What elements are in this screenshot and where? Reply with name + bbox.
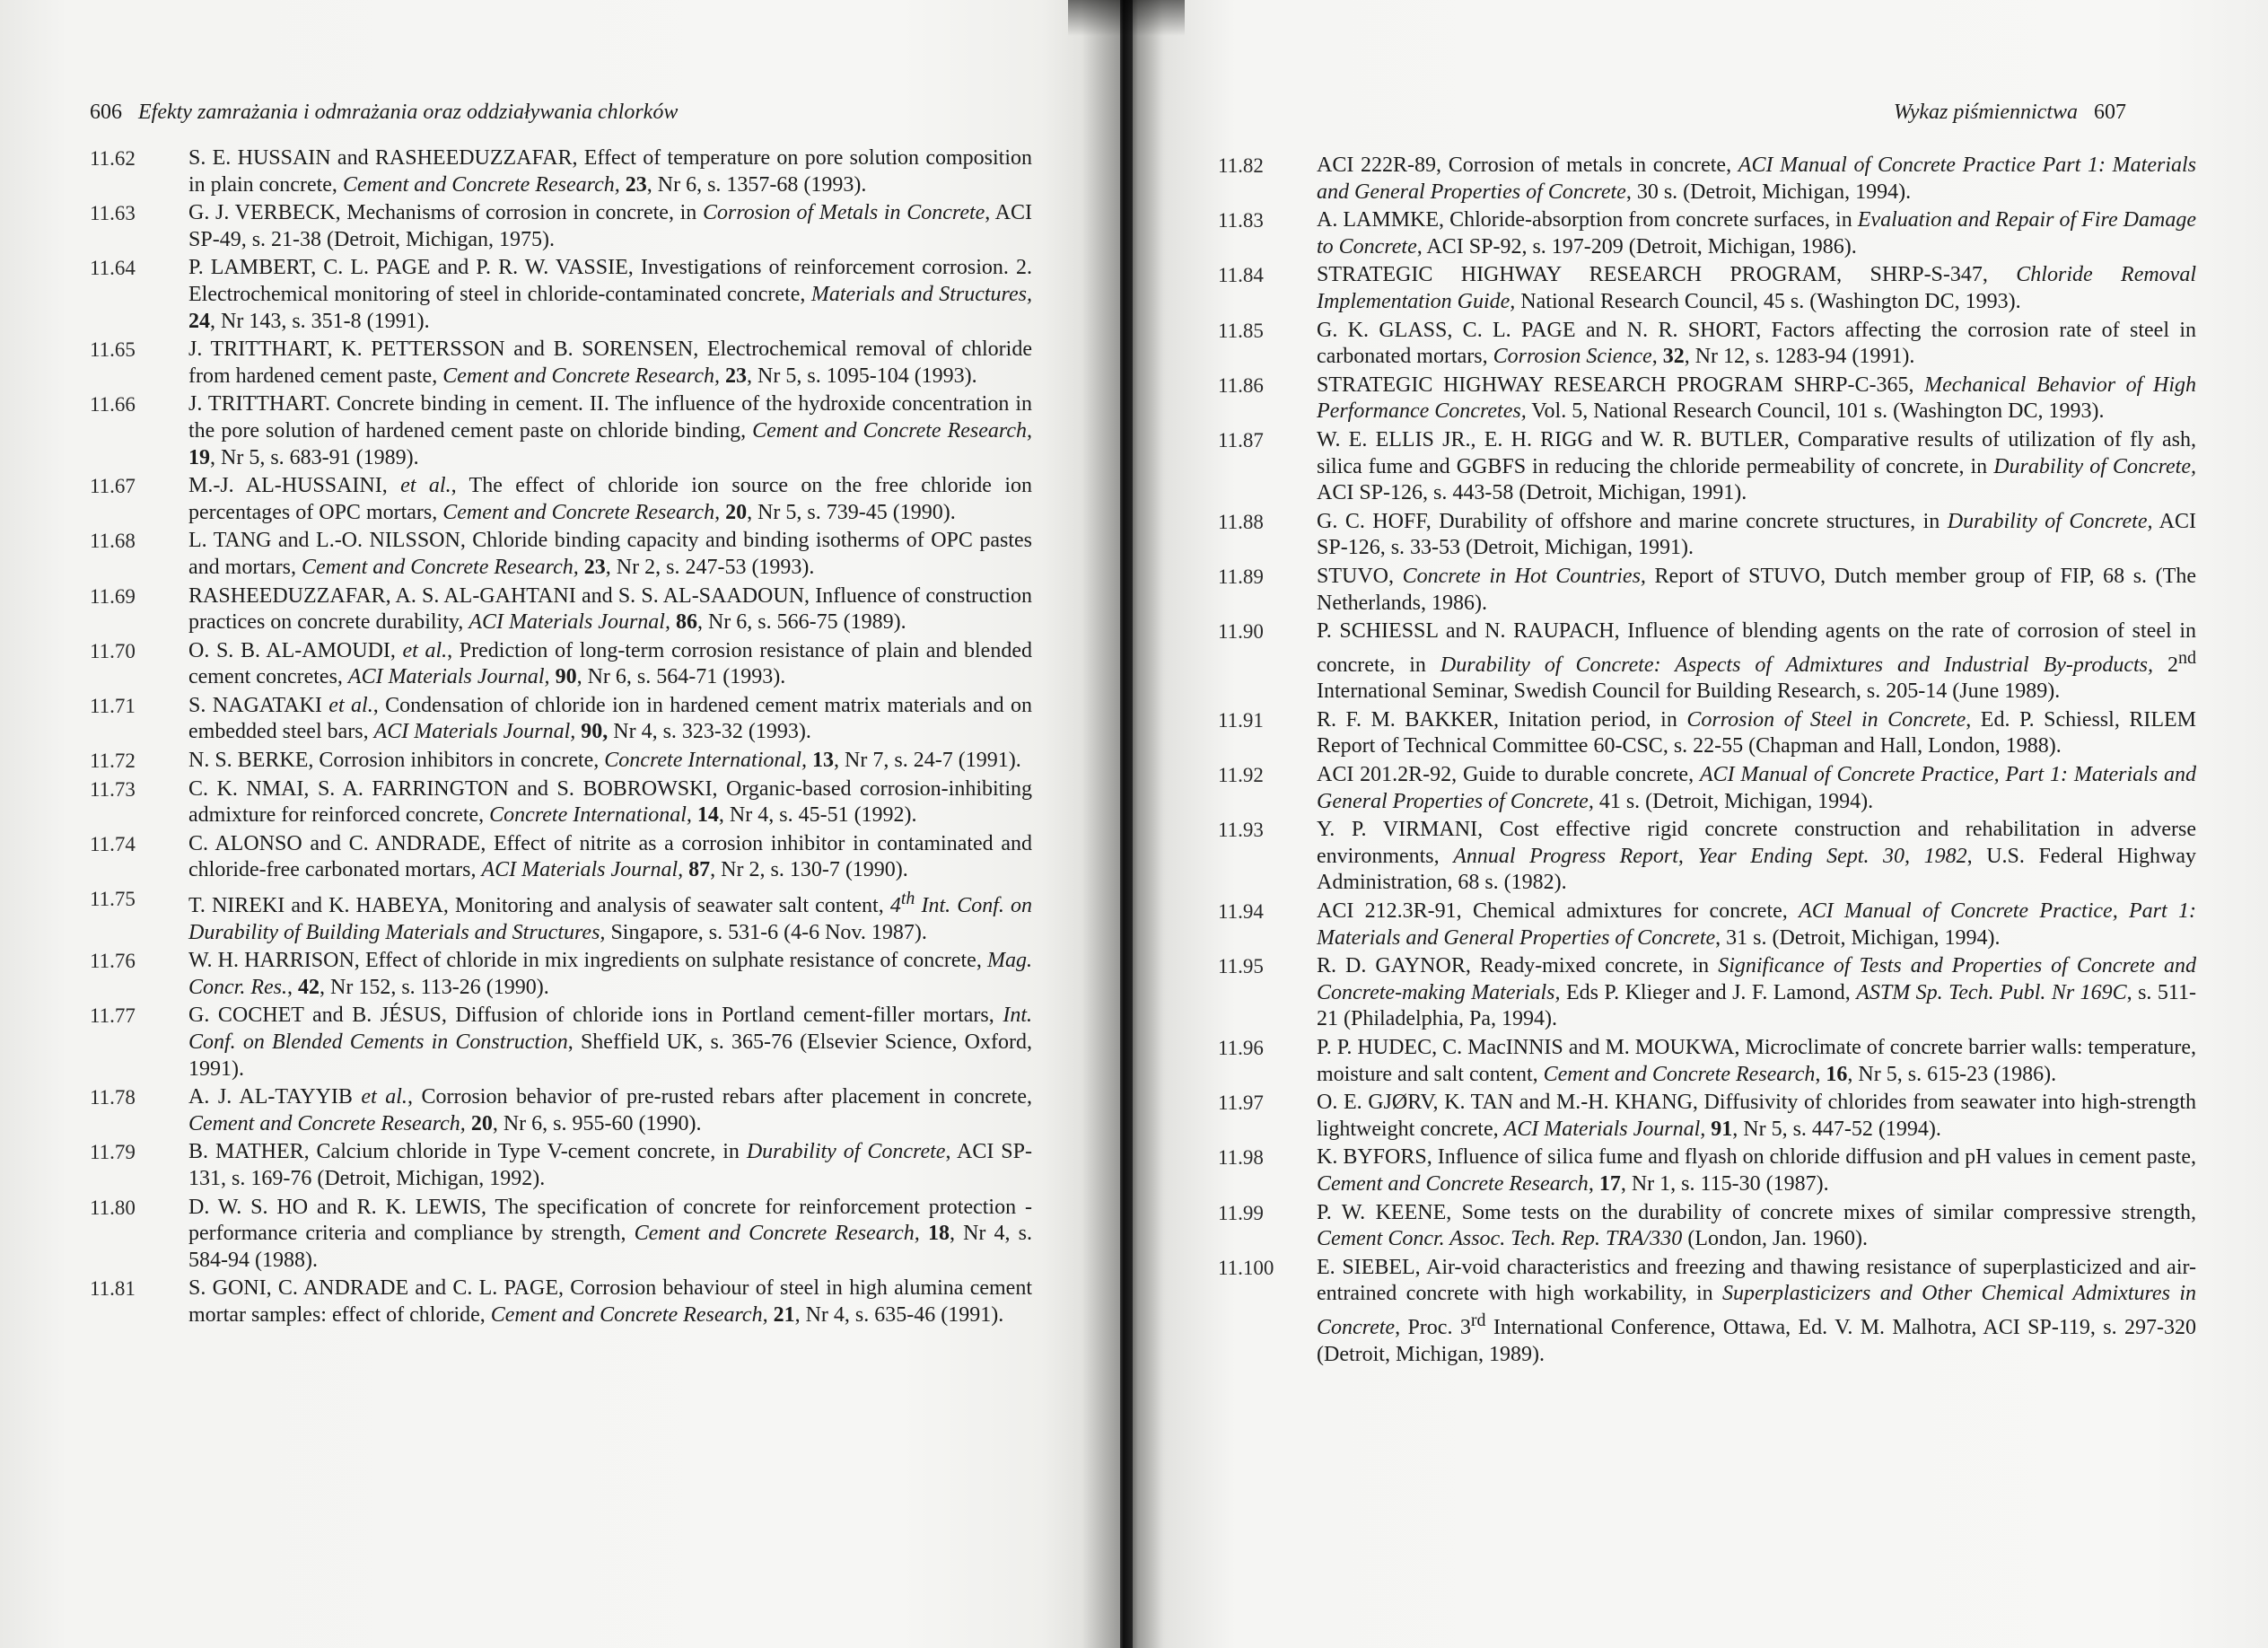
right-page — [1133, 0, 2268, 1648]
reference-text: O. E. GJØRV, K. TAN and M.-H. KHANG, Diffusivity of chlorides from seawater into high-strength lightweight concrete, ACI Materials Journal, 91, Nr 5, s. 447-52 (1994). — [1317, 1091, 2196, 1141]
reference-entry — [1218, 817, 2196, 897]
reference-text: J. TRITTHART, K. PETTERSSON and B. SORENSEN, Electrochemical removal of chloride from hardened cement paste, Cement and Concrete Research, 23, Nr 5, s. 1095-104 (1993). — [188, 337, 1032, 388]
reference-entry — [1218, 1255, 2196, 1368]
reference-number: 11.84 — [1218, 264, 1264, 287]
reference-entry — [1218, 509, 2196, 562]
reference-number: 11.75 — [90, 888, 136, 911]
reference-entry — [90, 886, 1032, 946]
reference-text: R. F. M. BAKKER, Initation period, in Corrosion of Steel in Concrete, Ed. P. Schiessl, RILEM Report of Technical Committee 60-CSC, s. 22-55 (Chapman and Hall, London, 1988). — [1317, 707, 2196, 758]
reference-text: A. LAMMKE, Chloride-absorption from concrete surfaces, in Evaluation and Repair of Fire Damage to Concrete, ACI SP-92, s. 197-209 (Detroit, Michigan, 1986). — [1317, 208, 2196, 259]
reference-number: 11.86 — [1218, 373, 1264, 397]
reference-number: 11.89 — [1218, 565, 1264, 588]
reference-entry — [1218, 1200, 2196, 1253]
reference-entry — [1218, 1035, 2196, 1088]
reference-entry — [90, 1275, 1032, 1328]
reference-number: 11.71 — [90, 694, 136, 717]
reference-text: B. MATHER, Calcium chloride in Type V-cement concrete, in Durability of Concrete, ACI SP-131, s. 169-76 (Detroit, Michigan, 1992). — [188, 1140, 1032, 1190]
reference-text: E. SIEBEL, Air-void characteristics and freezing and thawing resistance of superplasticized and air-entrained concrete with high workability, in Superplasticizers and Other Chemical Admixtures in Concrete, Proc. 3rd International Conference, Ottawa, Ed. V. M. Malhotra, ACI SP-119, s. 297-320 (Detroit, Michigan, 1989). — [1317, 1255, 2196, 1366]
reference-entry — [90, 473, 1032, 526]
reference-text: STRATEGIC HIGHWAY RESEARCH PROGRAM, SHRP-S-347, Chloride Removal Implementation Guide, National Research Council, 45 s. (Washington DC, 1993). — [1317, 263, 2196, 313]
right-running-head — [1894, 101, 2126, 125]
reference-text: W. E. ELLIS JR., E. H. RIGG and W. R. BUTLER, Comparative results of utilization of fly ash, silica fume and GGBFS in reducing the chloride permeability of concrete, in Durability of Concrete, ACI SP-126, s. 443-58 (Detroit, Michigan, 1991). — [1317, 427, 2196, 505]
reference-text: ACI 201.2R-92, Guide to durable concrete, ACI Manual of Concrete Practice, Part 1: Materials and General Properties of Concrete, 41 s. (Detroit, Michigan, 1994). — [1317, 763, 2197, 813]
reference-number: 11.64 — [90, 257, 136, 280]
reference-number: 11.93 — [1218, 819, 1264, 842]
reference-text: G. C. HOFF, Durability of offshore and marine concrete structures, in Durability of Concrete, ACI SP-126, s. 33-53 (Detroit, Michigan, 1991). — [1317, 509, 2197, 560]
reference-number: 11.70 — [90, 639, 136, 662]
reference-text: D. W. S. HO and R. K. LEWIS, The specification of concrete for reinforcement protection - performance criteria and compliance by strength, Cement and Concrete Research, 18, Nr 4, s. 584-94 (1988). — [188, 1195, 1032, 1272]
reference-number: 11.87 — [1218, 428, 1264, 451]
reference-number: 11.88 — [1218, 510, 1264, 533]
reference-text: M.-J. AL-HUSSAINI, et al., The effect of chloride ion source on the free chloride ion percentages of OPC mortars, Cement and Concrete Research, 20, Nr 5, s. 739-45 (1990). — [188, 474, 1032, 524]
reference-text: G. COCHET and B. JÉSUS, Diffusion of chloride ions in Portland cement-filler mortars, Int. Conf. on Blended Cements in Construction, Sheffield UK, s. 365-76 (Elsevier Science, Oxford, 1991). — [188, 1004, 1032, 1081]
reference-number: 11.66 — [90, 393, 136, 416]
right-running-title: Wykaz piśmiennictwa — [1893, 101, 2078, 124]
reference-number: 11.85 — [1218, 319, 1264, 342]
reference-number: 11.76 — [90, 950, 136, 973]
reference-entry — [90, 255, 1032, 335]
reference-entry — [90, 1084, 1032, 1137]
reference-entry — [1218, 318, 2196, 371]
reference-number: 11.82 — [1218, 154, 1264, 177]
reference-number: 11.98 — [1218, 1146, 1264, 1170]
reference-number: 11.73 — [90, 777, 136, 801]
book-gutter — [1081, 0, 1162, 1648]
reference-number: 11.83 — [1218, 209, 1264, 232]
reference-entry — [90, 583, 1032, 636]
reference-text: A. J. AL-TAYYIB et al., Corrosion behavior of pre-rusted rebars after placement in concrete, Cement and Concrete Research, 20, Nr 6, s. 955-60 (1990). — [188, 1085, 1032, 1135]
reference-number: 11.92 — [1218, 764, 1264, 787]
reference-text: S. GONI, C. ANDRADE and C. L. PAGE, Corrosion behaviour of steel in high alumina cement mortar samples: effect of chloride, Cement and Concrete Research, 21, Nr 4, s. 635-46 (1991). — [188, 1276, 1032, 1327]
reference-text: ACI 212.3R-91, Chemical admixtures for concrete, ACI Manual of Concrete Practice, Part 1: Materials and General Properties of Concrete, 31 s. (Detroit, Michigan, 1994). — [1317, 899, 2196, 950]
reference-text: STRATEGIC HIGHWAY RESEARCH PROGRAM SHRP-C-365, Mechanical Behavior of High Performance Concretes, Vol. 5, National Research Council, 101 s. (Washington DC, 1993). — [1317, 373, 2196, 424]
reference-text: ACI 222R-89, Corrosion of metals in concrete, ACI Manual of Concrete Practice Part 1: Materials and General Properties of Concrete, 30 s. (Detroit, Michigan, 1994). — [1317, 153, 2196, 204]
reference-number: 11.62 — [90, 147, 136, 170]
reference-number: 11.69 — [90, 584, 136, 608]
reference-entry — [90, 145, 1032, 198]
reference-entry — [90, 948, 1032, 1001]
reference-text: J. TRITTHART. Concrete binding in cement. II. The influence of the hydroxide concentration in the pore solution of hardened cement paste on chloride binding, Cement and Concrete Research, 19, Nr 5, s. 683-91 (1989). — [188, 392, 1032, 469]
right-reference-list — [1218, 153, 2196, 1370]
left-page-number: 606 — [90, 101, 122, 124]
reference-text: W. H. HARRISON, Effect of chloride in mix ingredients on sulphate resistance of concrete, Mag. Concr. Res., 42, Nr 152, s. 113-26 (1990). — [188, 949, 1032, 999]
reference-entry — [90, 1003, 1032, 1083]
right-page-number: 607 — [2094, 101, 2126, 124]
reference-number: 11.100 — [1218, 1256, 1274, 1279]
reference-number: 11.63 — [90, 202, 136, 225]
reference-number: 11.79 — [90, 1141, 136, 1164]
reference-number: 11.78 — [90, 1086, 136, 1109]
reference-number: 11.68 — [90, 530, 136, 553]
reference-text: P. SCHIESSL and N. RAUPACH, Influence of blending agents on the rate of corrosion of steel in concrete, in Durability of Concrete: Aspects of Admixtures and Industrial By-products, 2nd International Seminar, Swedish Council for Building Research, s. 205-14 (June 1989). — [1317, 619, 2197, 704]
reference-text: P. LAMBERT, C. L. PAGE and P. R. W. VASSIE, Investigations of reinforcement corrosion. 2. Electrochemical monitoring of steel in chloride-contaminated concrete, Materials and Structures, 24, Nr 143, s. 351-8 (1991). — [188, 256, 1032, 333]
reference-entry — [1218, 262, 2196, 315]
left-page — [0, 0, 1120, 1648]
reference-text: K. BYFORS, Influence of silica fume and flyash on chloride diffusion and pH values in cement paste, Cement and Concrete Research, 17, Nr 1, s. 115-30 (1987). — [1317, 1145, 2197, 1196]
reference-number: 11.72 — [90, 749, 136, 773]
reference-text: S. E. HUSSAIN and RASHEEDUZZAFAR, Effect of temperature on pore solution composition in plain concrete, Cement and Concrete Research, 23, Nr 6, s. 1357-68 (1993). — [188, 146, 1032, 197]
reference-entry — [1218, 1144, 2196, 1197]
reference-text: STUVO, Concrete in Hot Countries, Report of STUVO, Dutch member group of FIP, 68 s. (The Netherlands, 1986). — [1317, 564, 2196, 615]
reference-number: 11.67 — [90, 475, 136, 498]
reference-entry — [90, 776, 1032, 829]
reference-entry — [1218, 207, 2196, 260]
reference-entry — [90, 1195, 1032, 1275]
reference-entry — [90, 528, 1032, 581]
reference-entry — [1218, 153, 2196, 206]
reference-number: 11.99 — [1218, 1201, 1264, 1224]
reference-number: 11.95 — [1218, 955, 1264, 978]
reference-number: 11.77 — [90, 1004, 136, 1028]
reference-entry — [1218, 899, 2196, 951]
reference-number: 11.81 — [90, 1277, 136, 1301]
reference-entry — [1218, 1090, 2196, 1143]
reference-entry — [90, 337, 1032, 390]
reference-entry — [90, 638, 1032, 691]
reference-entry — [90, 748, 1032, 775]
reference-entry — [1218, 373, 2196, 425]
left-running-head — [90, 101, 678, 125]
reference-entry — [90, 1139, 1032, 1192]
reference-number: 11.90 — [1218, 620, 1264, 644]
reference-entry — [90, 391, 1032, 471]
reference-entry — [1218, 707, 2196, 760]
reference-number: 11.74 — [90, 832, 136, 855]
reference-text: S. NAGATAKI et al., Condensation of chloride ion in hardened cement matrix materials and on embedded steel bars, ACI Materials Journal, 90, Nr 4, s. 323-32 (1993). — [188, 693, 1032, 744]
reference-text: L. TANG and L.-O. NILSSON, Chloride binding capacity and binding isotherms of OPC pastes and mortars, Cement and Concrete Research, 23, Nr 2, s. 247-53 (1993). — [188, 529, 1032, 579]
spine-shadow — [1068, 0, 1185, 36]
reference-number: 11.65 — [90, 338, 136, 362]
reference-number: 11.97 — [1218, 1091, 1264, 1115]
reference-text: C. K. NMAI, S. A. FARRINGTON and S. BOBROWSKI, Organic-based corrosion-inhibiting admixture for reinforced concrete, Concrete International, 14, Nr 4, s. 45-51 (1992). — [188, 776, 1032, 828]
reference-entry — [1218, 618, 2196, 706]
reference-text: P. P. HUDEC, C. MacINNIS and M. MOUKWA, Microclimate of concrete barrier walls: temperature, moisture and salt content, Cement and Concrete Research, 16, Nr 5, s. 615-23 (1986). — [1317, 1036, 2196, 1086]
reference-entry — [90, 200, 1032, 253]
reference-number: 11.80 — [90, 1196, 136, 1219]
reference-text: P. W. KEENE, Some tests on the durability of concrete mixes of similar compressive strength, Cement Concr. Assoc. Tech. Rep. TRA/330 (London, Jan. 1960). — [1317, 1200, 2196, 1251]
reference-text: T. NIREKI and K. HABEYA, Monitoring and analysis of seawater salt content, 4th Int. Conf. on Durability of Building Materials and Structures, Singapore, s. 531-6 (4-6 Nov. 1987). — [188, 889, 1032, 944]
reference-entry — [1218, 427, 2196, 507]
reference-entry — [90, 831, 1032, 884]
left-running-title: Efekty zamrażania i odmrażania oraz oddziaływania chlorków — [138, 101, 679, 124]
reference-text: O. S. B. AL-AMOUDI, et al., Prediction of long-term corrosion resistance of plain and blended cement concretes, ACI Materials Journal, 90, Nr 6, s. 564-71 (1993). — [188, 638, 1032, 689]
reference-entry — [90, 693, 1032, 746]
reference-text: G. K. GLASS, C. L. PAGE and N. R. SHORT, Factors affecting the corrosion rate of steel in carbonated mortars, Corrosion Science, 32, Nr 12, s. 1283-94 (1991). — [1317, 318, 2196, 369]
reference-entry — [1218, 953, 2196, 1033]
reference-number: 11.91 — [1218, 708, 1264, 732]
reference-text: N. S. BERKE, Corrosion inhibitors in concrete, Concrete International, 13, Nr 7, s. 24-7 (1991). — [188, 749, 1021, 773]
reference-entry — [1218, 762, 2196, 815]
reference-text: Y. P. VIRMANI, Cost effective rigid concrete construction and rehabilitation in adverse environments, Annual Progress Report, Year Ending Sept. 30, 1982, U.S. Federal Highway Administration, 68 s. (1982). — [1317, 818, 2197, 895]
reference-number: 11.94 — [1218, 900, 1264, 924]
reference-text: RASHEEDUZZAFAR, A. S. AL-GAHTANI and S. S. AL-SAADOUN, Influence of construction practices on concrete durability, ACI Materials Journal, 86, Nr 6, s. 566-75 (1989). — [188, 583, 1032, 635]
reference-entry — [1218, 564, 2196, 617]
left-reference-list — [90, 145, 1032, 1331]
reference-text: R. D. GAYNOR, Ready-mixed concrete, in Significance of Tests and Properties of Concrete and Concrete-making Materials, Eds P. Klieger and J. F. Lamond, ASTM Sp. Tech. Publ. Nr 169C, s. 511-21 (Philadelphia, Pa, 1994). — [1317, 954, 2196, 1031]
reference-text: G. J. VERBECK, Mechanisms of corrosion in concrete, in Corrosion of Metals in Concrete, ACI SP-49, s. 21-38 (Detroit, Michigan, 1975). — [188, 201, 1032, 251]
reference-number: 11.96 — [1218, 1037, 1264, 1059]
reference-text: C. ALONSO and C. ANDRADE, Effect of nitrite as a corrosion inhibitor in contaminated and chloride-free carbonated mortars, ACI Materials Journal, 87, Nr 2, s. 130-7 (1990). — [188, 831, 1032, 882]
